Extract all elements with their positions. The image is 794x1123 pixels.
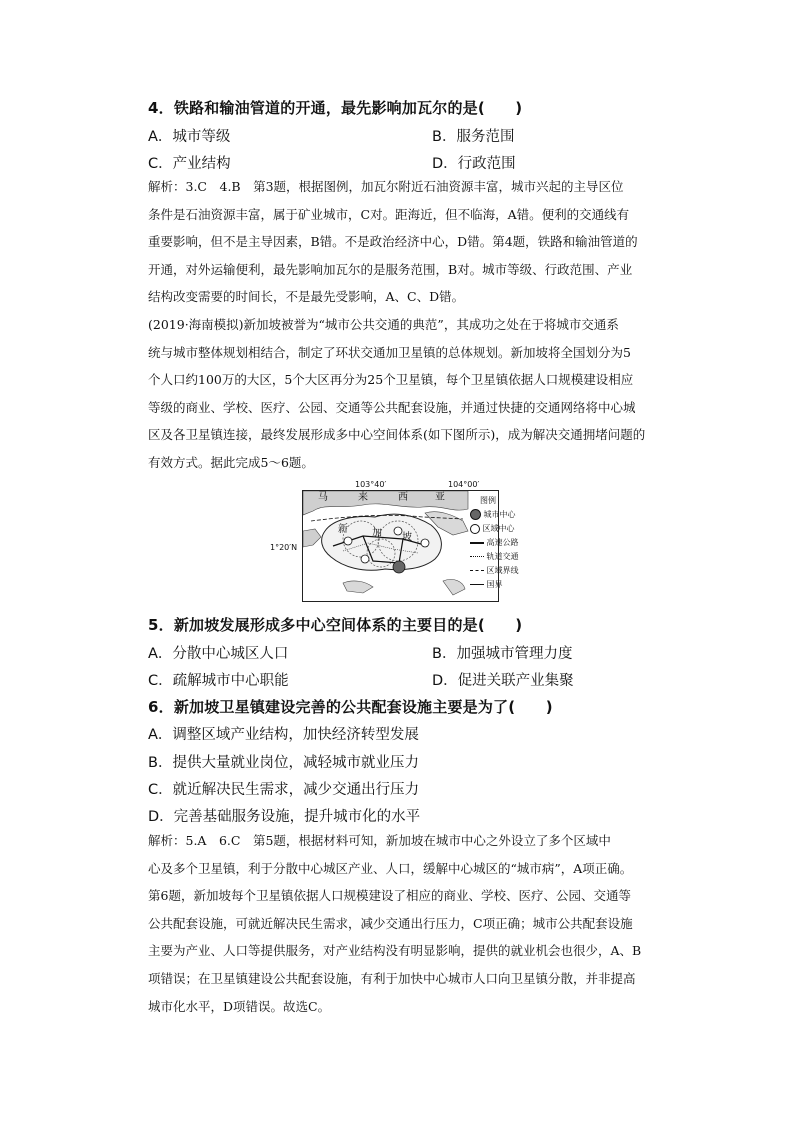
q4-option-b: B．服务范围 (432, 129, 515, 145)
legend-item-city-center: 城市中心 (470, 508, 519, 522)
q5-option-c: C．疏解城市中心职能 (148, 673, 289, 689)
material-paragraph (148, 311, 678, 477)
answer-line: 第6题，新加坡每个卫星镇依据人口规模建设了相应的商业、学校、医疗、公园、交通等 (148, 888, 631, 904)
question-6-stem: 6．新加坡卫星镇建设完善的公共配套设施主要是为了( ) (148, 698, 553, 716)
map-label-xi: 西 (398, 492, 408, 503)
q5-option-b: B．加强城市管理力度 (432, 646, 573, 662)
q6-option-b: B．提供大量就业岗位，减轻城市就业压力 (148, 755, 419, 771)
answer-line: 公共配套设施，可就近解决民生需求，减少交通出行压力，C项正确；城市公共配套设施 (148, 915, 633, 931)
map-label-xin: 新 (338, 524, 348, 535)
question-5-stem: 5．新加坡发展形成多中心空间体系的主要目的是( ) (148, 616, 523, 634)
q6-option-a: A．调整区域产业结构，加快经济转型发展 (148, 727, 419, 743)
answer-line: 项错误；在卫星镇建设公共配套设施，有利于加快中心城市人口向卫星镇分散，并非提高 (148, 970, 636, 986)
region-center (344, 537, 352, 545)
coast-fragment (303, 529, 321, 547)
national-border-symbol-icon (470, 584, 484, 585)
answer-line: 解析：5.A 6.C 第5题，根据材料可知，新加坡在城市中心之外设立了多个区域中 (148, 833, 611, 848)
city-center (393, 561, 405, 573)
rail-symbol-icon (470, 556, 484, 557)
map-longitude-2: 104°00′ (448, 480, 480, 489)
map-label-jia: 加 (372, 528, 382, 539)
region-center-symbol-icon (470, 524, 480, 534)
region-boundary-symbol-icon (470, 570, 484, 571)
answer-line: 心及多个卫星镇，利于分散中心城区产业、人口，缓解中心城区的“城市病”，A项正确。 (148, 860, 633, 876)
answer-line: 城市化水平，D项错误。故选C。 (148, 998, 331, 1014)
q4-option-d: D．行政范围 (432, 156, 516, 172)
map-drawing (303, 491, 498, 601)
q6-option-d: D．完善基础服务设施，提升城市化的水平 (148, 809, 421, 825)
q5-option-a: A．分散中心城区人口 (148, 646, 289, 662)
material-line: 等级的商业、学校、医疗、公园、交通等公共配套设施，并通过快捷的交通网络将中心城 (148, 399, 636, 415)
highway-symbol-icon (470, 542, 484, 544)
map-label-ya: 亚 (435, 492, 445, 503)
q6-option-c: C．就近解决民生需求，减少交通出行压力 (148, 782, 420, 798)
material-line: 区及各卫星镇连接，最终发展形成多中心空间体系(如下图所示)，成为解决交通拥堵问题的 (148, 427, 646, 443)
answer-line: 解析：3.C 4.B 第3题，根据图例，加瓦尔附近石油资源丰富，城市兴起的主导区位 (148, 179, 624, 194)
map-latitude: 1°20′N (270, 543, 298, 552)
question-4-stem: 4．铁路和输油管道的开通，最先影响加瓦尔的是( ) (148, 99, 523, 117)
legend-item-rail: 轨道交通 (470, 550, 519, 564)
map-label-ma: 马 (318, 492, 328, 503)
region-center (421, 539, 429, 547)
city-center-symbol-icon (470, 509, 481, 520)
legend-item-national-border: 国界 (470, 578, 519, 592)
legend-item-region-boundary: 区域界线 (470, 564, 519, 578)
answer-line: 主要为产业、人口等提供服务，对产业结构没有明显影响，提供的就业机会也很少，A、B (148, 943, 642, 959)
answer-5-6-explanation (148, 827, 678, 1020)
southern-island (443, 579, 465, 595)
legend-item-highway: 高速公路 (470, 536, 519, 550)
material-line: 统与城市整体规划相结合，制定了环状交通加卫星镇的总体规划。新加坡将全国划分为5 (148, 344, 631, 360)
map-label-lai: 来 (358, 492, 368, 503)
southern-island (343, 581, 373, 593)
map-longitude-1: 103°40′ (355, 480, 387, 489)
q5-option-d: D．促进关联产业集聚 (432, 673, 574, 689)
answer-3-4-explanation (148, 173, 678, 311)
map-legend (470, 494, 519, 592)
q4-option-c: C．产业结构 (148, 156, 231, 172)
material-line: (2019·海南模拟)新加坡被誉为“城市公共交通的典范”，其成功之处在于将城市交通系 (148, 317, 619, 332)
answer-line: 结构改变需要的时间长，不是最先受影响，A、C、D错。 (148, 289, 465, 305)
legend-item-region-center: 区域中心 (470, 522, 519, 536)
material-line: 有效方式。据此完成5～6题。 (148, 454, 314, 470)
answer-line: 重要影响，但不是主导因素，B错。不是政治经济中心，D错。第4题，铁路和输油管道的 (148, 234, 638, 250)
material-line: 个人口约100万的大区，5个大区再分为25个卫星镇，每个卫星镇依据人口规模建设相应 (148, 372, 634, 388)
answer-line: 开通，对外运输便利，最先影响加瓦尔的是服务范围，B对。城市等级、行政范围、产业 (148, 261, 633, 277)
region-center (394, 527, 402, 535)
map-label-po: 坡 (402, 532, 412, 543)
region-center (361, 555, 369, 563)
q4-option-a: A．城市等级 (148, 129, 231, 145)
legend-title: 图例 (480, 496, 496, 505)
answer-line: 条件是石油资源丰富，属于矿业城市，C对。距海近，但不临海，A错。便利的交通线有 (148, 206, 630, 222)
